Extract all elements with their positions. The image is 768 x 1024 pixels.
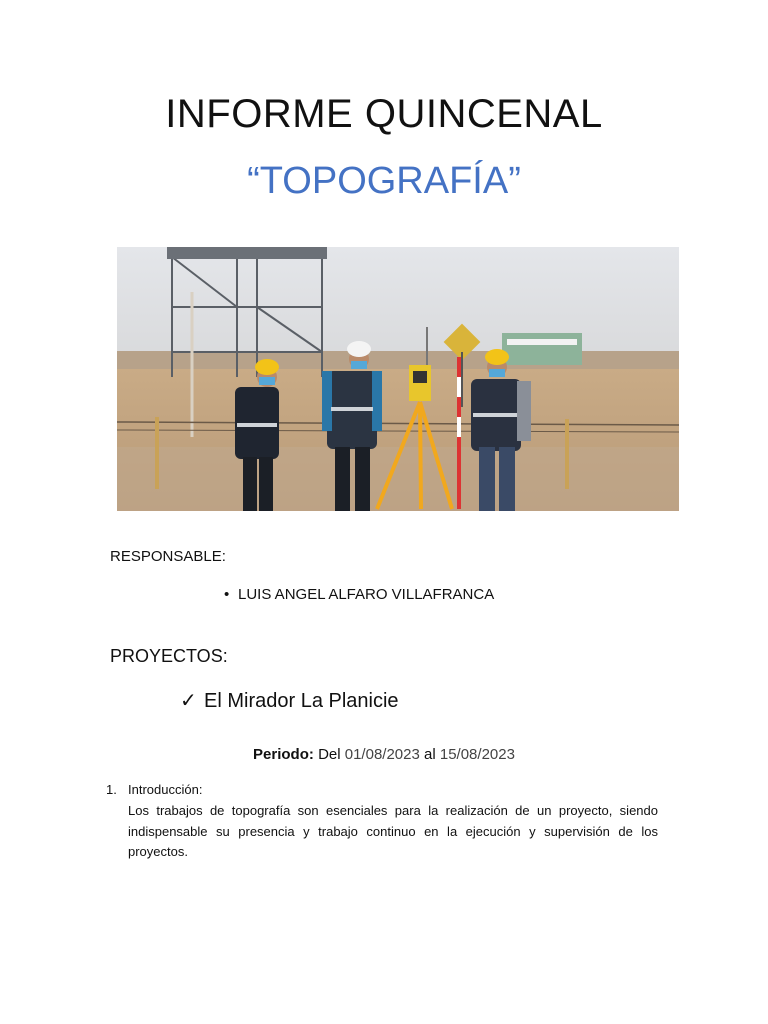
checkmark-icon: ✓ [180,690,197,712]
project-item [180,688,399,713]
period-from-date: 01/08/2023 [344,746,420,763]
bullet-icon: • [224,586,230,603]
responsible-item [224,586,494,603]
responsible-name: LUIS ANGEL ALFARO VILLAFRANCA [238,586,495,603]
period-label: Periodo: [253,746,314,763]
section-number: 1. [106,782,117,797]
responsible-label: RESPONSABLE: [110,548,226,565]
period-to-word: al [424,746,436,763]
section-body: Los trabajos de topografía son esenciales para la realización de un proyecto, siendo indispensable su presencia y trabajo continuo en la ejecución y supervisión de los proyectos. [128,803,658,859]
period-from-word: Del [318,746,341,763]
project-name: El Mirador La Planicie [204,690,399,712]
report-subtitle: “TOPOGRAFÍA” [247,160,521,202]
period-to-date: 15/08/2023 [439,746,515,763]
report-period [0,746,768,763]
report-title: INFORME QUINCENAL [165,92,603,136]
section-heading: Introducción: [128,782,203,797]
survey-team-photo [117,247,679,511]
projects-label: PROYECTOS: [110,646,228,666]
